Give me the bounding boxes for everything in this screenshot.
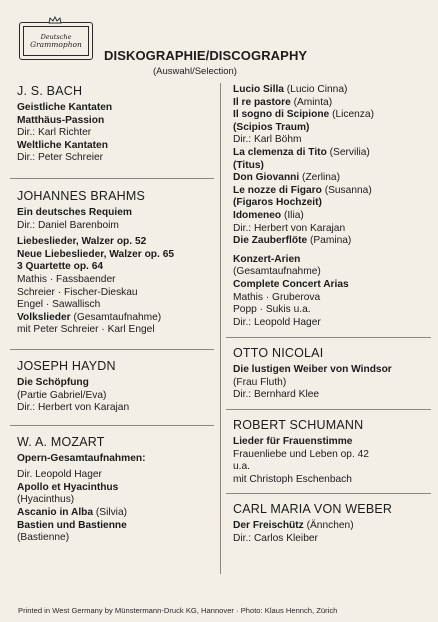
performers: Mathis · Gruberova	[233, 291, 321, 303]
work-title: Lucio Silla	[233, 84, 284, 95]
role-note: (Ännchen)	[303, 520, 354, 532]
work-title: Bastien und Bastienne	[17, 519, 127, 531]
work-title: Ein deutsches Requiem	[17, 206, 132, 218]
conductor: Dir.: Herbert von Karajan	[233, 222, 346, 234]
composer-heading: ROBERT SCHUMANN	[233, 418, 364, 433]
role-note: (Licenza)	[329, 109, 374, 121]
work-title: Konzert-Arien	[233, 253, 301, 265]
work-title: Complete Concert Arias	[233, 278, 349, 290]
left-column	[10, 84, 214, 545]
conductor: Dir.: Daniel Barenboim	[17, 219, 119, 231]
work-entry	[226, 84, 431, 97]
performers: Popp · Sukis u.a.	[233, 304, 311, 316]
role-note: (Hyacinthus)	[17, 494, 75, 506]
work-title: (Scipios Traum)	[233, 121, 310, 133]
role-note: (Pamina)	[307, 235, 352, 247]
work-title: Geistliche Kantaten	[17, 102, 113, 113]
work-entry	[10, 507, 214, 520]
composer-heading: OTTO NICOLAI	[233, 346, 324, 361]
column-divider	[220, 83, 221, 574]
work-title: Weltliche Kantaten	[17, 139, 108, 151]
conductor: Dir.: Bernhard Klee	[233, 389, 320, 401]
work-title: 3 Quartette op. 64	[17, 261, 104, 273]
section-haydn	[10, 349, 214, 415]
work-title: Apollo et Hyacinthus	[17, 481, 119, 493]
work-title: Idomeneo	[233, 209, 282, 221]
conductor: Dir.: Leopold Hager	[233, 316, 321, 328]
section-brahms	[10, 178, 214, 337]
role-note: (Aminta)	[290, 96, 333, 108]
work-entry	[226, 185, 431, 198]
role-note: (Susanna)	[321, 184, 372, 196]
work-note: u.a.	[233, 461, 250, 473]
conductor: Dir.: Karl Richter	[17, 127, 92, 139]
conductor: Dir. Leopold Hager	[17, 469, 102, 481]
work-title: Ascanio in Alba	[17, 507, 94, 519]
page-title: DISKOGRAPHIE/DISCOGRAPHY	[104, 48, 308, 63]
performers: Engel · Sawallisch	[17, 299, 101, 311]
work-title: Der Freischütz	[233, 520, 304, 532]
role-note: (Partie Gabriel/Eva)	[17, 389, 107, 401]
right-column	[226, 84, 431, 546]
role-note: (Lucio Cinna)	[283, 84, 348, 95]
work-entry	[226, 172, 431, 185]
conductor: Dir.: Herbert von Karajan	[17, 402, 130, 414]
work-entry	[226, 210, 431, 223]
role-note: (Servilia)	[326, 146, 370, 158]
work-title: Die lustigen Weiber von Windsor	[233, 364, 392, 376]
work-note: (Gesamtaufnahme)	[233, 266, 321, 278]
role-note: (Zerlina)	[299, 172, 340, 184]
logo-line-2: Grammophon	[30, 39, 82, 49]
page-subtitle: (Auswahl/Selection)	[153, 66, 237, 77]
work-entry	[226, 147, 431, 160]
role-note: (Bastienne)	[17, 532, 70, 544]
work-entry	[10, 312, 214, 325]
section-nicolai	[226, 337, 431, 402]
conductor: Dir.: Carlos Kleiber	[233, 533, 318, 545]
section-mozart-continued	[226, 84, 431, 329]
work-subtitle: Frauenliebe und Leben op. 42	[233, 448, 369, 460]
work-title: (Figaros Hochzeit)	[233, 197, 322, 209]
work-title: Die Zauberflöte	[233, 235, 308, 247]
section-weber	[226, 493, 431, 545]
print-credits: Printed in West Germany by Münstermann-Druck KG, Hannover · Photo: Klaus Hennch, Zürich	[18, 606, 338, 615]
performers: Schreier · Fischer-Dieskau	[17, 286, 138, 298]
section-schumann	[226, 409, 431, 486]
composer-heading: JOHANNES BRAHMS	[17, 188, 146, 203]
work-title: Neue Liebeslieder, Walzer op. 65	[17, 248, 175, 260]
conductor: Dir.: Peter Schreier	[17, 152, 104, 164]
work-title: Le nozze di Figaro	[233, 184, 322, 196]
work-title: Il sogno di Scipione	[233, 109, 330, 121]
work-title: Liebeslieder, Walzer op. 52	[17, 236, 147, 248]
composer-heading: JOSEPH HAYDN	[17, 358, 116, 373]
composer-heading: CARL MARIA VON WEBER	[233, 502, 393, 517]
work-title: (Titus)	[233, 159, 264, 171]
work-note: (Gesamtaufnahme)	[70, 311, 162, 323]
composer-heading: W. A. MOZART	[17, 434, 105, 449]
conductor: Dir.: Karl Böhm	[233, 134, 302, 146]
work-title: Don Giovanni	[233, 172, 300, 184]
work-title: Opern-Gesamtaufnahmen:	[17, 452, 146, 464]
performers: Mathis · Fassbaender	[17, 273, 116, 285]
section-mozart	[10, 425, 214, 545]
work-title: La clemenza di Tito	[233, 146, 327, 158]
composer-heading: J. S. BACH	[17, 84, 83, 98]
crown-icon	[48, 16, 62, 24]
work-title: Matthäus-Passion	[17, 114, 105, 126]
work-title: Il re pastore	[233, 96, 291, 108]
work-entry	[226, 520, 431, 533]
work-entry	[226, 97, 431, 110]
performers: mit Peter Schreier · Karl Engel	[17, 324, 155, 336]
work-title: Lieder für Frauenstimme	[233, 436, 353, 448]
work-entry	[226, 235, 431, 248]
work-entry	[226, 109, 431, 122]
role-note: (Ilia)	[281, 209, 304, 221]
role-note: (Frau Fluth)	[233, 376, 287, 388]
performers: mit Christoph Eschenbach	[233, 473, 352, 485]
role-note: (Silvia)	[93, 507, 128, 519]
section-bach	[10, 84, 214, 165]
work-title: Die Schöpfung	[17, 376, 89, 388]
work-title: Volkslieder	[17, 311, 71, 323]
logo-line-1: Deutsche	[40, 32, 72, 41]
deutsche-grammophon-logo	[19, 22, 93, 60]
